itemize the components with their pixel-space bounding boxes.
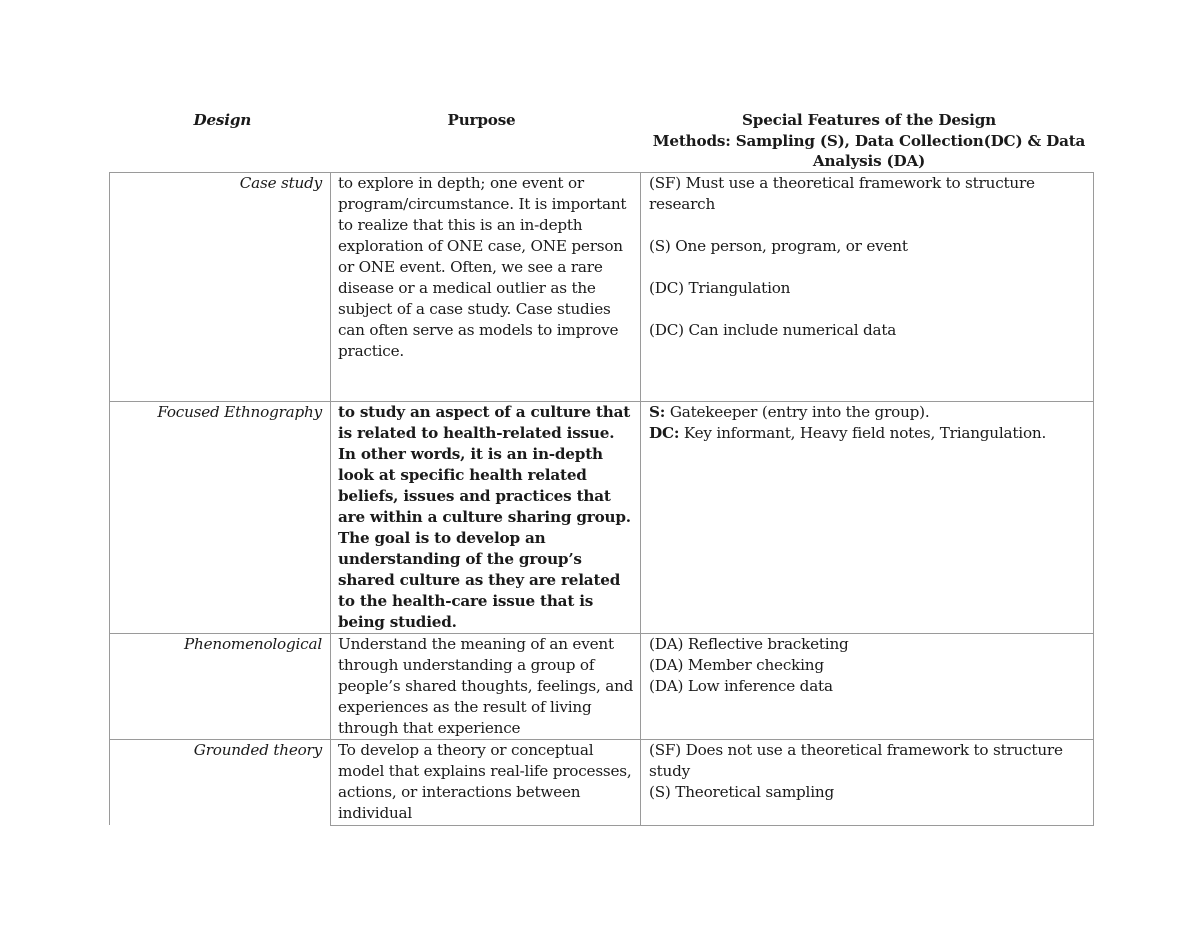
header-special-line1: Special Features of the Design [742,111,996,129]
feature-item: (DA) Member checking [649,655,824,674]
feature-text: Gatekeeper (entry into the group). [665,402,930,421]
purpose-cell: to study an aspect of a culture that is related to health-related issue. In other words, it is an in-depth look at specific health related beliefs, issues and practices that are within a culture sharing group. The goal is to develop an understanding of the group’s shared culture as they are related to the health-care issue that is being studied. [331,401,641,633]
features-cell [641,633,1094,739]
feature-item: (SF) Must use a theoretical framework to structure research [649,173,1035,213]
table-row [110,739,1094,825]
header-purpose: Purpose [447,111,516,129]
header-special-line2: Methods: Sampling (S), Data Collection(DC) & Data Analysis (DA) [652,131,1086,170]
research-design-table [109,110,1094,826]
feature-item: (SF) Does not use a theoretical framework to structure study [649,740,1063,780]
feature-item [649,402,1087,423]
features-cell [641,172,1094,401]
table-header-row [110,110,1094,172]
header-special-features [641,110,1094,172]
features-cell [641,401,1094,633]
feature-item: (DA) Reflective bracketing [649,634,849,653]
design-cell: Case study [110,172,331,401]
design-cell: Grounded theory [110,739,331,825]
feature-item: (DC) Can include numerical data [649,320,897,339]
design-cell: Focused Ethnography [110,401,331,633]
feature-item: (DA) Low inference data [649,676,833,695]
feature-item: (S) One person, program, or event [649,236,908,255]
purpose-cell: to explore in depth; one event or program/circumstance. It is important to realize that this is an in-depth exploration of ONE case, ONE person or ONE event. Often, we see a rare disease or a medical outlier as the subject of a case study. Case studies can often serve as models to improve practice. [331,172,641,401]
purpose-cell: Understand the meaning of an event through understanding a group of people’s shared thoughts, feelings, and experiences as the result of living through that experience [331,633,641,739]
feature-item: (DC) Triangulation [649,278,791,297]
feature-item [649,423,1087,444]
table-row [110,172,1094,401]
design-cell: Phenomenological [110,633,331,739]
feature-label: S: [649,402,666,421]
features-cell [641,739,1094,825]
feature-text: Key informant, Heavy field notes, Triangulation. [679,423,1047,442]
table-row [110,401,1094,633]
feature-item: (S) Theoretical sampling [649,782,834,801]
feature-label: DC: [649,423,680,442]
header-design: Design [193,111,252,129]
purpose-cell: To develop a theory or conceptual model that explains real-life processes, actions, or interactions between individual [331,739,641,825]
table-row [110,633,1094,739]
